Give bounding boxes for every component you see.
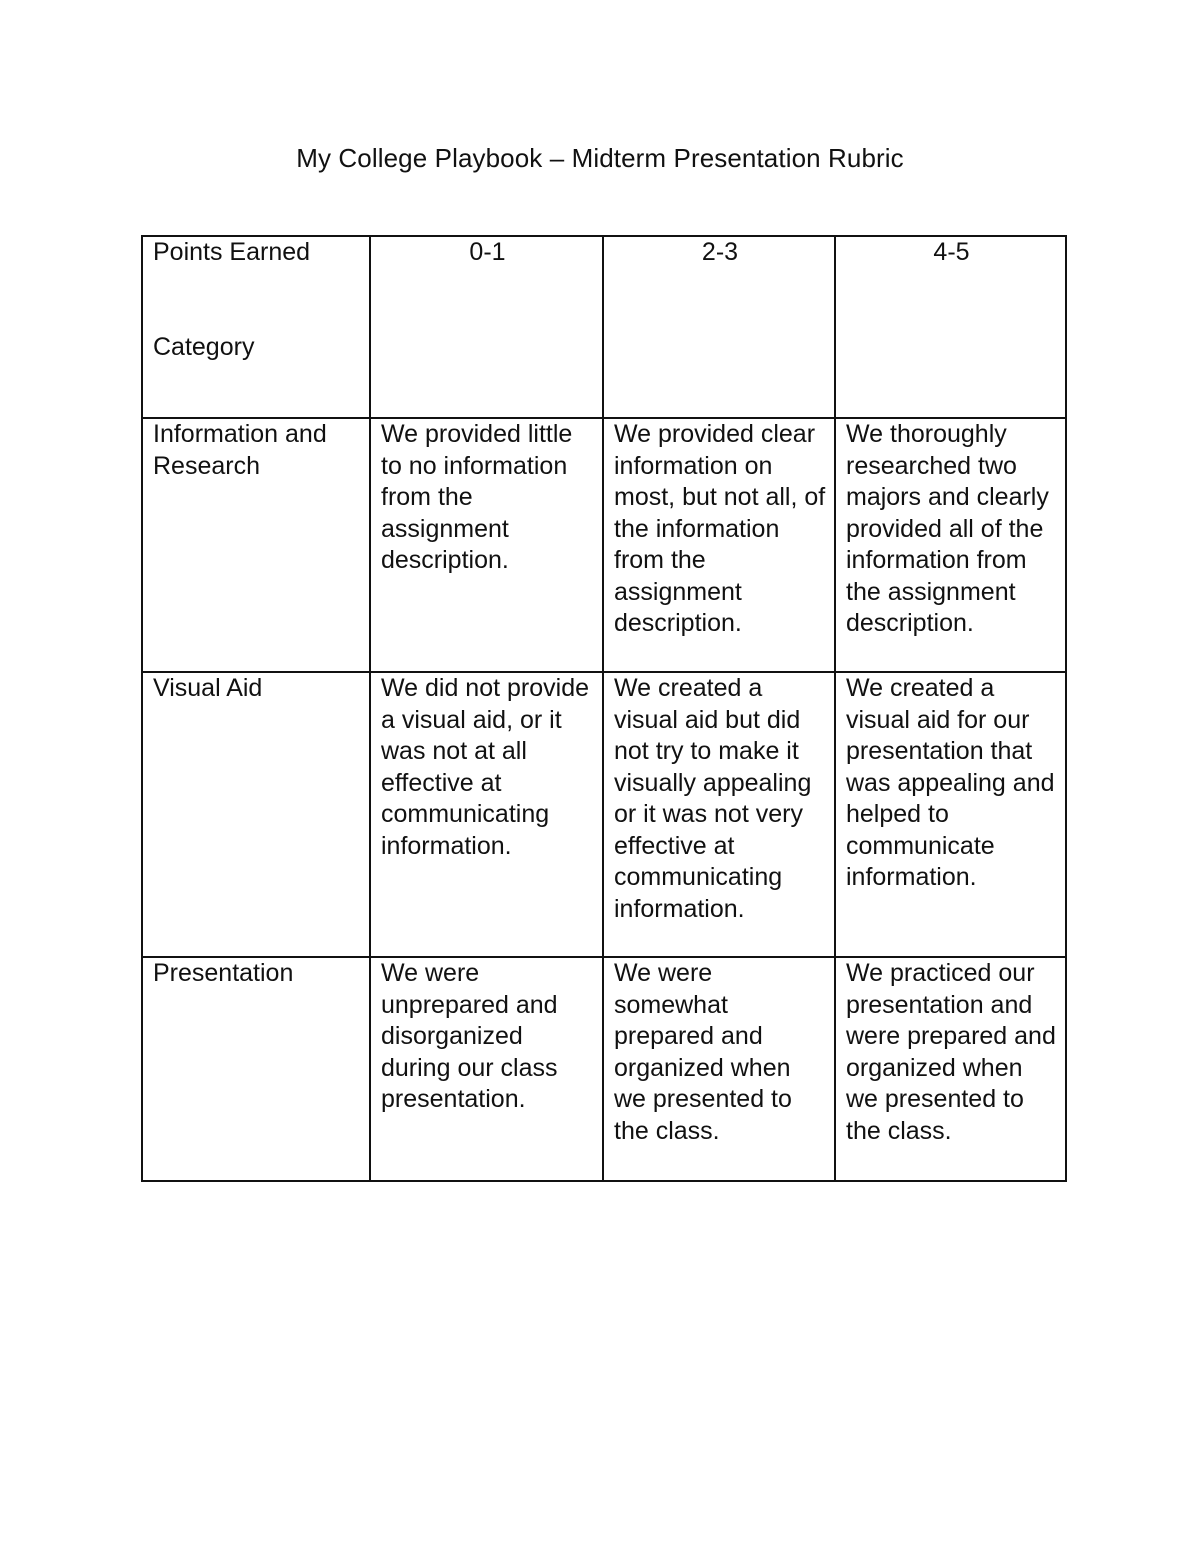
rubric-cell: We were unprepared and disorganized during our class presentation. xyxy=(370,957,603,1181)
rubric-cell: We created a visual aid for our presentation that was appealing and helped to communicate information. xyxy=(835,672,1066,957)
score-header-2-3: 2-3 xyxy=(603,236,835,418)
rubric-cell: We thoroughly researched two majors and clearly provided all of the information from the assignment description. xyxy=(835,418,1066,672)
rubric-cell: We created a visual aid but did not try to make it visually appealing or it was not very effective at communicating information. xyxy=(603,672,835,957)
rubric-cell: We provided little to no information from the assignment description. xyxy=(370,418,603,672)
rubric-cell: We were somewhat prepared and organized when we presented to the class. xyxy=(603,957,835,1181)
rubric-cell: We did not provide a visual aid, or it was not at all effective at communicating information. xyxy=(370,672,603,957)
category-cell-visual-aid: Visual Aid xyxy=(142,672,370,957)
rubric-table xyxy=(141,235,1067,1182)
header-label-cell xyxy=(142,236,370,418)
category-label: Category xyxy=(153,332,255,361)
points-earned-label: Points Earned xyxy=(153,238,311,266)
score-header-4-5: 4-5 xyxy=(835,236,1066,418)
table-header-row xyxy=(142,236,1066,418)
document-title: My College Playbook – Midterm Presentation Rubric xyxy=(296,143,904,173)
category-cell-presentation: Presentation xyxy=(142,957,370,1181)
rubric-cell: We provided clear information on most, but not all, of the information from the assignment description. xyxy=(603,418,835,672)
table-row xyxy=(142,672,1066,957)
score-header-0-1: 0-1 xyxy=(370,236,603,418)
table-row xyxy=(142,418,1066,672)
rubric-cell: We practiced our presentation and were prepared and organized when we presented to the class. xyxy=(835,957,1066,1181)
category-cell-information-and-research: Information and Research xyxy=(142,418,370,672)
table-row xyxy=(142,957,1066,1181)
